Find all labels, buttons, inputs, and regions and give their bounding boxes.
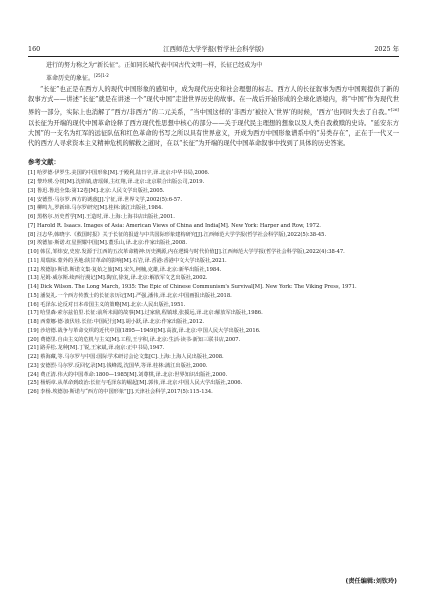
paragraph-1 [28, 85, 399, 150]
references-heading: 参考文献： [28, 158, 60, 167]
reference-item: [22] 蔡海藏,等.马尔罗与中国:国际学术研讨会论文集[C].上海:上海人民出版社,2008. [28, 354, 224, 361]
article-body [28, 61, 399, 397]
reference-item: [25] 杨炳章.从革命到政治:长征与毛泽东的崛起[M].郭伟,译.北京:中国人民大学出版社,2006. [28, 380, 243, 387]
reference-item: [17] 哈里森·索尔兹伯里.长征:前所未闻的故事[M].过家鼎,程镇球,张援远,译.北京:解放军出版社,1986. [28, 310, 263, 317]
reference-item: [8] 汪志华,韩晓宇.《救国时报》关于长征的报道与中共国际形象建构研究[J].江西师范大学学报(哲学社会科学版),2022(5):38-45. [28, 231, 327, 238]
reference-item: [5] 柳鸣九,罗新璋.马尔罗研究[M].桂林:漓江出版社,1984. [28, 205, 163, 212]
reference-item: [16] 毛泽东.论反对日本帝国主义的策略[M].北京:人民出版社,1951. [28, 301, 186, 308]
reference-item: [20] 费德里.自由主义的危机与主义[M].工程,王宇积,译.北京:生活·读书·新知三联书店,2007. [28, 336, 241, 343]
quote-line-2: 革命历史的象征。 [46, 75, 95, 83]
reference-item: [2] 黎玲瑛.分衩[M].沈焰镇,唐瑶娣,主红翔,译.北京:北京联合出版公司,2019. [28, 179, 205, 186]
reference-item: [12] 埃德加·斯诺.斯诺文集·复始之旅[M].宋久,柯楠,克雄,译.北京:新华出版社,1984. [28, 266, 222, 273]
paragraph-1-text: “长征”也正是在西方人的现代中国形象的感知中，成为现代历史和社会理想的标志。西方人的长征叙事为西方中国观提供了新的叙事方式——讲述“长征”就是在讲述一个“现代中国”走进世界历史的故事。在一战后开始形成的全球化语境内，将“中国”作为现代世界的一部分，实际上也消解了“西方/非西方”的二元关系，“当中国这样的‘非西方’被拉入‘世界’的时候，‘西方’也同时失去了自我。” [28, 85, 399, 117]
reference-item: [9] 埃德加·斯诺.红星照耀中国[M].董乐山,译.北京:作家出版社,2008. [28, 240, 187, 247]
reference-item: [4] 安德烈·马尔罗.西方的诱惑[J].宁征,译.世界文学,2002(5):6-57. [28, 196, 182, 203]
reference-item: [1] 哈罗德·伊罗生.美国的中国形象[M].于殿利,陆日宇,译.北京:中华书局,2006. [28, 170, 210, 177]
reference-item: [13] 尼姆·威尔斯.续西行漫记[M].陶宜,徐复,译.北京:解放军文艺出版社,2002. [28, 275, 208, 282]
reference-item: [21] 路乔松.龙种[M].丁锐,王家斌,译.南京:正中书局,1947. [28, 345, 165, 352]
reference-item: [24] 费正清.伟大的中国革命:1800—1985[M].刘尊棋,译.北京:世界知识出版社,2000. [28, 371, 228, 378]
journal-title: 江西师范大学学报(哲学社会科学版) [163, 45, 264, 53]
reference-item: [10] 韩匡,邹炜安,史密.发源于江西的五次革命精神:历史溯源,内在逻辑与时代价值[J].江西师范大学学报(哲学社会科学版),2022(4):38-47. [28, 249, 345, 256]
quote-citation: [25]1-2 [94, 73, 109, 79]
paragraph-2-text: 以长征为开端的现代中国革命诠释了西方现代性思想中核心的部分——关于现代民主理想的想象以及人类自我救赎的史诗。“延安东方大国”的一支名为红军的远征队伍和红色革命的书写之所以具有世界意义，开成为西方中国形象谱系中的“另类存在”，正在于一代又一代的西方人寻求资本主义精神危机的解救之道时，在以“长征”为开端的现代中国革命叙事中找到了具体的历史答案。 [28, 119, 399, 148]
reference-item: [6] 黑格尔.历史哲学[M].王造时,译.上海:上海书店出版社,2001. [28, 214, 175, 221]
running-head [28, 44, 399, 56]
reference-item: [7] Harold R. Isaacs. Images of Asia: American Views of China and India[M]. New York: Harper and Row, 1972. [28, 222, 321, 229]
page-number: 160 [28, 45, 41, 53]
reference-item: [19] 沙培德.战争与革命交织的近代中国(1895—1949)[M].高波,译.北京:中国人民大学出版社,2016. [28, 327, 261, 334]
editor-note: (责任编辑:刘钦玲) [345, 578, 397, 585]
quote-line-1: 进行的努力称之为“新长征”。正如同长城代表中国古代文明一样，长征已经成为中 [46, 62, 263, 69]
reference-item: [18] 西蒙娜·德·波伏娃.长征:中国纪行[M].胡小跃,译.北京:作家出版社,2012. [28, 319, 205, 326]
paragraph-1-citation: [26] [390, 107, 399, 113]
journal-year: 2025 年 [374, 45, 399, 53]
reference-item: [3] 鲁迅.鲁迅全集:第12卷[M].北京:人民文学出版社,2005. [28, 187, 165, 194]
reference-item: [11] 周瑞琼.蒙外的圣地:陕甘革命的影响[M].石岩,译.香港:香港中文大学出版社,2021. [28, 257, 227, 264]
references-list [28, 169, 399, 397]
block-quote [28, 61, 399, 85]
header-rule [28, 56, 399, 57]
reference-item: [23] 安德烈·马尔罗.反回忆录[M].钱峰霞,沈国华,等译.桂林:漓江出版社,2000. [28, 362, 208, 369]
reference-item: [15] 潘复礼.一个西方传教士的长征亲历记[M].严强,潘伟,译.北京:中国画报出版社,2018. [28, 292, 232, 299]
reference-item: [14] Dick Wilson. The Long March, 1935: The Epic of Chinese Communism's Survival[M]. New York: The Viking Press, 1971. [28, 284, 357, 291]
reference-item: [26] 李杨.埃德加·斯诺与“西方的中国形象”[J].天津社会科学,2017(5):115-134. [28, 389, 213, 396]
